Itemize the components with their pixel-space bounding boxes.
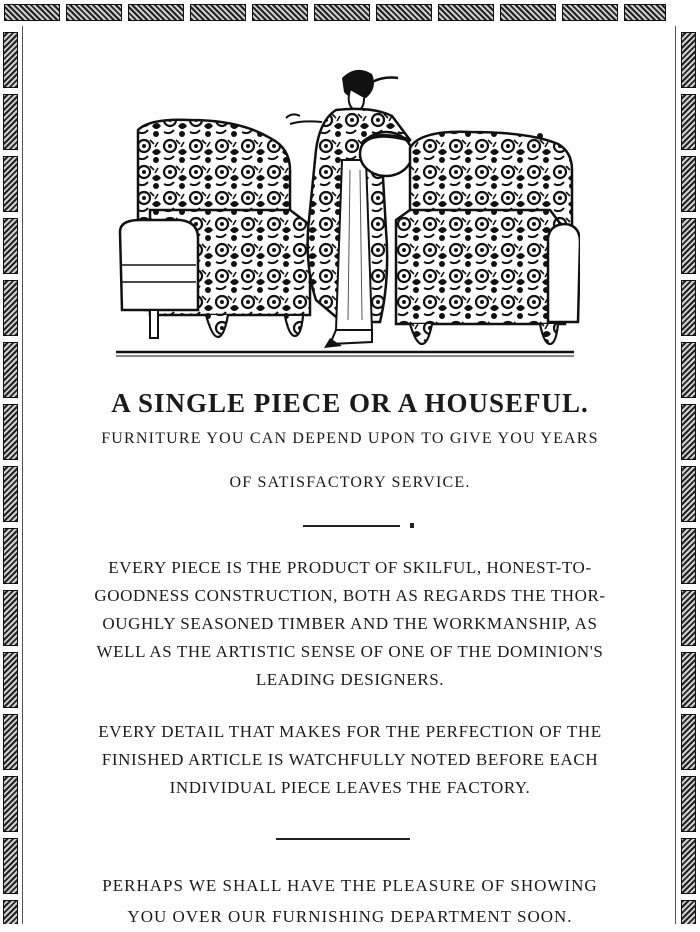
paragraph-line: INDIVIDUAL PIECE LEAVES THE FACTORY. <box>169 778 531 797</box>
closing-line: YOU OVER OUR FURNISHING DEPARTMENT SOON. <box>127 907 573 926</box>
inner-rule-left <box>22 26 23 924</box>
left-wing-chair <box>120 120 310 338</box>
border-tile <box>376 4 432 21</box>
paragraph-line: EVERY PIECE IS THE PRODUCT OF SKILFUL, HONEST-TO- <box>108 558 592 577</box>
paragraph-line: LEADING DESIGNERS. <box>255 670 445 689</box>
paragraph-line: GOODNESS CONSTRUCTION, BOTH AS REGARDS THE THOR- <box>94 586 606 605</box>
divider <box>303 525 400 527</box>
divider <box>276 838 410 840</box>
inner-rule-right <box>675 26 676 924</box>
paragraph-line: FINISHED ARTICLE IS WATCHFULLY NOTED BEFORE EACH <box>101 750 599 769</box>
paragraph-line: WELL AS THE ARTISTIC SENSE OF ONE OF THE DOMINION'S <box>96 642 604 661</box>
furniture-illustration <box>110 60 580 360</box>
border-tile <box>562 4 618 21</box>
border-tile <box>4 4 60 21</box>
border-tile <box>66 4 122 21</box>
border-tile <box>190 4 246 21</box>
subheading-line-1: FURNITURE YOU CAN DEPEND UPON TO GIVE YOU YEARS <box>101 430 599 447</box>
divider-dot <box>410 523 414 528</box>
border-tile <box>438 4 494 21</box>
decorative-border-right <box>680 28 698 924</box>
paragraph-line: OUGHLY SEASONED TIMBER AND THE WORKMANSHIP, AS <box>102 614 598 633</box>
border-tile <box>128 4 184 21</box>
closing-statement <box>30 870 670 932</box>
decorative-border-top <box>0 0 700 26</box>
paragraph-detail <box>30 718 670 802</box>
border-tile <box>500 4 556 21</box>
paragraph-line: EVERY DETAIL THAT MAKES FOR THE PERFECTION OF THE <box>98 722 602 741</box>
paragraph-construction <box>30 554 670 694</box>
border-tile <box>314 4 370 21</box>
headline: A SINGLE PIECE OR A HOUSEFUL. <box>111 388 589 418</box>
decorative-border-left <box>2 28 18 924</box>
border-tile <box>252 4 308 21</box>
right-wing-chair <box>396 132 580 344</box>
closing-line: PERHAPS WE SHALL HAVE THE PLEASURE OF SHOWING <box>102 876 598 895</box>
subheading-line-2: OF SATISFACTORY SERVICE. <box>229 474 471 491</box>
border-tile <box>624 4 666 21</box>
